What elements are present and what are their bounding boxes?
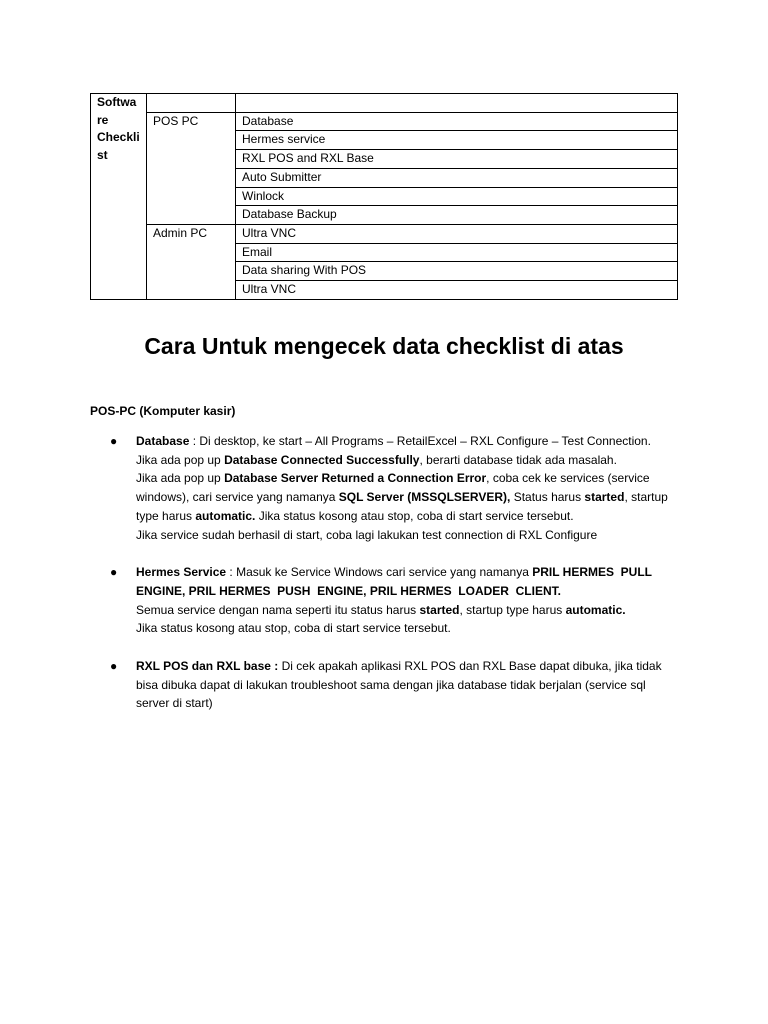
emphasized-text: started — [419, 602, 460, 617]
checklist-item-cell: Database — [236, 112, 678, 131]
checklist-item-cell: Email — [236, 243, 678, 262]
software-checklist-table — [90, 93, 678, 300]
bullet-icon: ● — [110, 565, 118, 580]
table-row — [91, 112, 678, 131]
instruction-line — [136, 694, 690, 713]
bullet-icon: ● — [110, 659, 118, 674]
emphasized-text: PRIL HERMES PULL — [532, 565, 652, 580]
emphasized-text: SQL Server (MSSQLSERVER), — [338, 490, 511, 505]
text-run: , startup type harus — [459, 602, 566, 617]
checklist-item-cell: Ultra VNC — [236, 281, 678, 300]
text-run: Jika status kosong atau stop, coba di start service tersebut. — [255, 508, 574, 523]
instruction-line — [136, 601, 690, 620]
checklist-title-cell — [91, 94, 147, 300]
text-run: windows), cari service yang namanya — [136, 490, 339, 505]
instruction-line — [136, 563, 690, 582]
emphasized-text: automatic. — [565, 602, 626, 617]
instruction-line — [136, 469, 690, 488]
text-run: , berarti database tidak ada masalah. — [419, 452, 617, 467]
checklist-item-cell: Ultra VNC — [236, 224, 678, 243]
group-name-cell: POS PC — [147, 112, 236, 224]
text-run: Status harus — [510, 490, 585, 505]
bullet-icon: ● — [110, 434, 118, 448]
text-run: bisa dibuka dapat di lakukan troubleshoot sama dengan jika database tidak berjalan (service sql — [136, 677, 646, 692]
checklist-item-cell: Winlock — [236, 187, 678, 206]
instruction-line — [136, 582, 690, 601]
text-run: , coba cek ke services (service — [486, 471, 650, 486]
emphasized-text: RXL POS dan RXL base : — [136, 659, 279, 674]
instruction-line — [136, 619, 690, 638]
emphasized-text: ENGINE, PRIL HERMES PUSH ENGINE, PRIL HERMES LOADER CLIENT. — [136, 583, 561, 598]
table-header-cell — [147, 94, 236, 113]
instruction-item — [90, 563, 690, 638]
instruction-item — [90, 657, 690, 713]
text-run: Jika service sudah berhasil di start, coba lagi lakukan test connection di RXL Configure — [136, 527, 598, 542]
instruction-list — [90, 432, 690, 732]
emphasized-text: started — [584, 490, 625, 505]
checklist-title-line: st — [97, 147, 108, 162]
text-run: type harus — [136, 508, 196, 523]
checklist-item-cell: Database Backup — [236, 206, 678, 225]
emphasized-text: Database Server Returned a Connection Error — [224, 471, 487, 486]
instruction-line — [136, 432, 690, 451]
text-run: Di cek apakah aplikasi RXL POS dan RXL Base dapat dibuka, jika tidak — [278, 659, 662, 674]
text-run: Jika status kosong atau stop, coba di start service tersebut. — [136, 621, 451, 636]
emphasized-text: Database Connected Successfully — [224, 452, 420, 467]
emphasized-text: Database — [136, 434, 190, 448]
group-name-cell: Admin PC — [147, 224, 236, 299]
table-row — [91, 224, 678, 243]
section-subheading: POS-PC (Komputer kasir) — [90, 404, 236, 418]
text-run: , startup — [624, 490, 668, 505]
checklist-item-cell: Auto Submitter — [236, 168, 678, 187]
checklist-title-line: Checkli — [97, 130, 140, 144]
emphasized-text: automatic. — [195, 508, 256, 523]
instruction-line — [136, 526, 690, 545]
text-run: : Di desktop, ke start – All Programs – RetailExcel – RXL Configure – Test Connection. — [189, 434, 651, 448]
instruction-item — [90, 432, 690, 544]
checklist-title-line: re — [97, 112, 109, 127]
text-run: Jika ada pop up — [136, 471, 225, 486]
text-run: : Masuk ke Service Windows cari service yang namanya — [226, 565, 533, 580]
instruction-line — [136, 488, 690, 507]
text-run: server di start) — [136, 696, 213, 711]
text-run: Jika ada pop up — [136, 452, 225, 467]
instruction-line — [136, 657, 690, 676]
checklist-title-line: Softwa — [97, 95, 137, 109]
table-header-row — [91, 94, 678, 113]
emphasized-text: Hermes Service — [136, 565, 227, 580]
instruction-line — [136, 507, 690, 526]
text-run: Semua service dengan nama seperti itu status harus — [136, 602, 420, 617]
page-heading: Cara Untuk mengecek data checklist di atas — [144, 333, 624, 359]
checklist-item-cell: Data sharing With POS — [236, 262, 678, 281]
instruction-line — [136, 676, 690, 695]
checklist-item-cell: Hermes service — [236, 131, 678, 150]
table-header-cell — [236, 94, 678, 113]
instruction-line — [136, 451, 690, 470]
checklist-item-cell: RXL POS and RXL Base — [236, 150, 678, 169]
